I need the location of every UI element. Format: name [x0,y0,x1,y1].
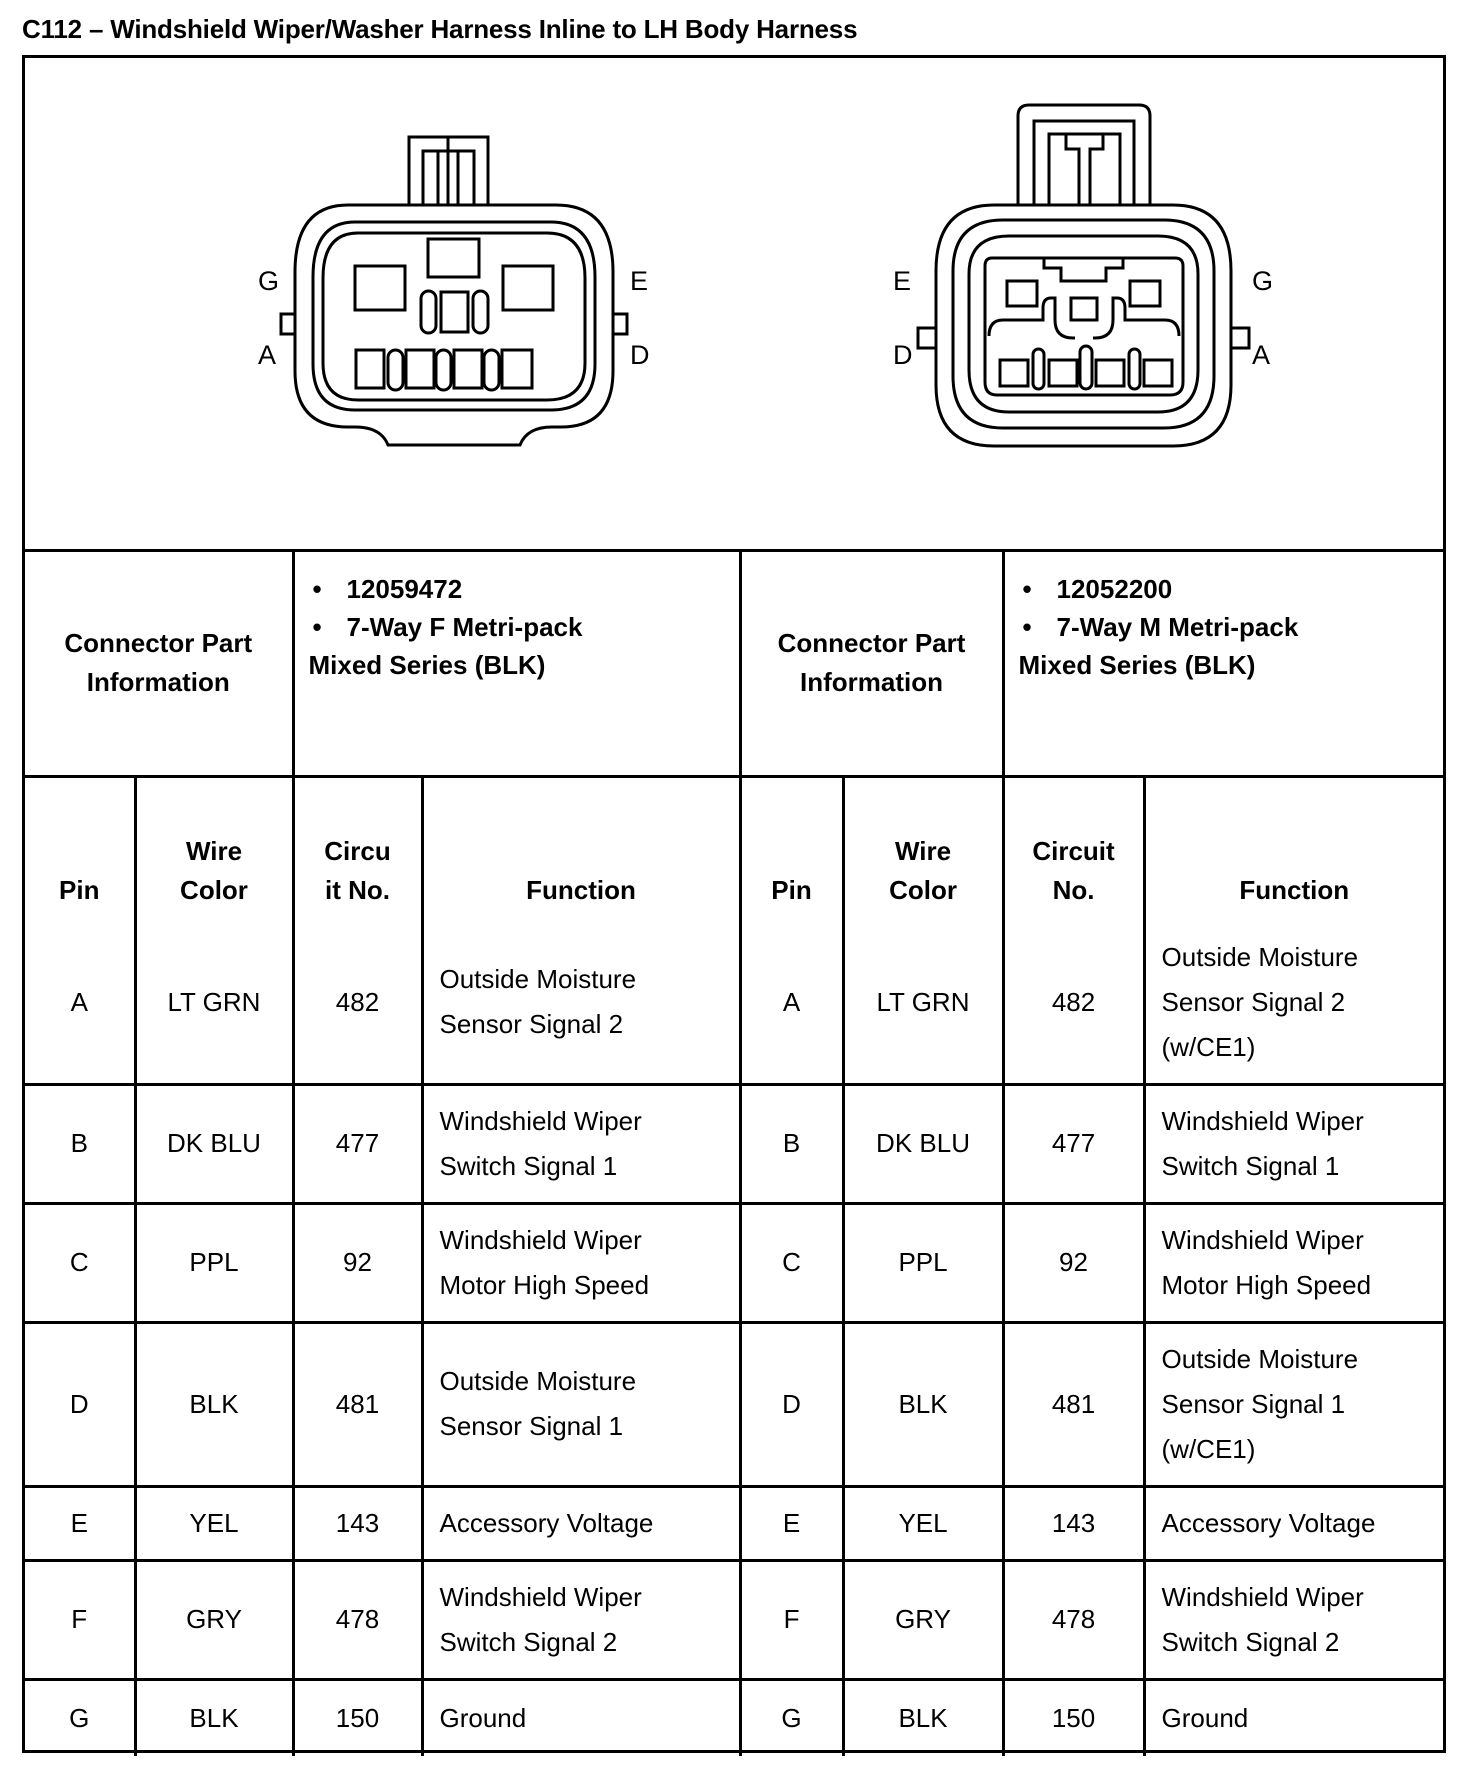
pin-cell-right: D [740,1322,843,1486]
connector-info-row [25,552,1443,776]
pin-cell-right: B [740,1084,843,1203]
table-row [25,1679,1443,1756]
circuit-cell-left: 477 [293,1084,422,1203]
wire-color-cell-left: BLK [135,1679,293,1756]
column-header-row [25,776,1443,922]
connector-type-right: 7-Way M Metri-pack [1056,612,1299,642]
circuit-cell-right: 92 [1003,1203,1144,1322]
function-cell-right: Windshield Wiper Switch Signal 2 [1144,1560,1443,1679]
pin-cell-left: C [25,1203,135,1322]
pin-cell-left: B [25,1084,135,1203]
circuit-cell-left: 481 [293,1322,422,1486]
function-cell-left: Accessory Voltage [422,1486,740,1560]
function-cell-left: Windshield Wiper Switch Signal 1 [422,1084,740,1203]
connector-info-label-left: Connector Part Information [25,552,293,776]
connector-info-value-right: • 12052200 • 7-Way M Metri-pack Mixed Series (BLK) [1003,552,1443,776]
pin-cell-right: F [740,1560,843,1679]
connector-info-label-right: Connector Part Information [740,552,1003,776]
table-row [25,1084,1443,1203]
wire-color-cell-right: PPL [843,1203,1003,1322]
function-cell-right: Windshield Wiper Motor High Speed [1144,1203,1443,1322]
connector-diagrams [25,58,1443,552]
pin-cell-left: D [25,1322,135,1486]
table-row [25,1486,1443,1560]
connector-series-left: Mixed Series (BLK) [308,650,546,680]
function-cell-right: Ground [1144,1679,1443,1756]
circuit-cell-left: 478 [293,1560,422,1679]
connector-type-left: 7-Way F Metri-pack [346,612,583,642]
wire-color-cell-left: YEL [135,1486,293,1560]
wire-color-cell-right: DK BLU [843,1084,1003,1203]
function-cell-left: Outside Moisture Sensor Signal 1 [422,1322,740,1486]
connector-info-value-left: • 12059472 • 7-Way F Metri-pack Mixed Series (BLK) [293,552,740,776]
pin-cell-left: F [25,1560,135,1679]
right-pin-label-e: E [893,266,912,296]
header-wire-color-left: Wire Color [135,776,293,922]
wire-color-cell-right: BLK [843,1322,1003,1486]
function-cell-right: Outside Moisture Sensor Signal 2 (w/CE1) [1144,922,1443,1084]
circuit-cell-left: 143 [293,1486,422,1560]
circuit-cell-right: 478 [1003,1560,1144,1679]
left-pin-label-g: G [258,266,280,296]
pin-cell-right: G [740,1679,843,1756]
part-number-left: 12059472 [346,574,463,604]
function-cell-left: Windshield Wiper Motor High Speed [422,1203,740,1322]
function-cell-right: Accessory Voltage [1144,1486,1443,1560]
wire-color-cell-left: BLK [135,1322,293,1486]
pin-cell-right: E [740,1486,843,1560]
wire-color-cell-right: YEL [843,1486,1003,1560]
connector-sheet [22,55,1446,1753]
pin-cell-left: G [25,1679,135,1756]
circuit-cell-left: 150 [293,1679,422,1756]
function-cell-left: Outside Moisture Sensor Signal 2 [422,922,740,1084]
table-row [25,922,1443,1084]
wire-color-cell-left: GRY [135,1560,293,1679]
header-circuit-right: Circuit No. [1003,776,1144,922]
circuit-cell-left: 482 [293,922,422,1084]
wire-color-cell-left: PPL [135,1203,293,1322]
header-pin-right: Pin [740,776,843,922]
pin-cell-right: C [740,1203,843,1322]
left-pin-label-d: D [630,340,650,370]
part-number-right: 12052200 [1056,574,1173,604]
function-cell-right: Outside Moisture Sensor Signal 1 (w/CE1) [1144,1322,1443,1486]
header-function-left: Function [422,776,740,922]
table-row [25,1322,1443,1486]
pin-cell-left: E [25,1486,135,1560]
function-cell-right: Windshield Wiper Switch Signal 1 [1144,1084,1443,1203]
wire-color-cell-right: BLK [843,1679,1003,1756]
connector-series-right: Mixed Series (BLK) [1018,650,1256,680]
right-pin-label-g: G [1252,266,1274,296]
female-connector-face-drawing [281,137,627,445]
wire-color-cell-left: LT GRN [135,922,293,1084]
page-title: C112 – Windshield Wiper/Washer Harness Inline to LH Body Harness [22,14,858,44]
right-pin-label-a: A [1252,340,1271,370]
left-pin-label-a: A [258,340,277,370]
male-connector-face-drawing [918,105,1249,446]
circuit-cell-left: 92 [293,1203,422,1322]
left-pin-label-e: E [630,266,649,296]
header-pin-left: Pin [25,776,135,922]
connector-diagrams-svg [25,58,1443,549]
circuit-cell-right: 482 [1003,922,1144,1084]
circuit-cell-right: 143 [1003,1486,1144,1560]
header-circuit-left: Circu it No. [293,776,422,922]
circuit-cell-right: 477 [1003,1084,1144,1203]
header-function-right: Function [1144,776,1443,922]
pinout-rows [25,922,1443,1756]
wire-color-cell-right: GRY [843,1560,1003,1679]
wire-color-cell-right: LT GRN [843,922,1003,1084]
table-row [25,1560,1443,1679]
pin-cell-right: A [740,922,843,1084]
circuit-cell-right: 150 [1003,1679,1144,1756]
function-cell-left: Ground [422,1679,740,1756]
circuit-cell-right: 481 [1003,1322,1144,1486]
function-cell-left: Windshield Wiper Switch Signal 2 [422,1560,740,1679]
table-row [25,1203,1443,1322]
header-wire-color-right: Wire Color [843,776,1003,922]
pin-cell-left: A [25,922,135,1084]
right-pin-label-d: D [893,340,913,370]
wire-color-cell-left: DK BLU [135,1084,293,1203]
pinout-table [25,552,1443,1756]
